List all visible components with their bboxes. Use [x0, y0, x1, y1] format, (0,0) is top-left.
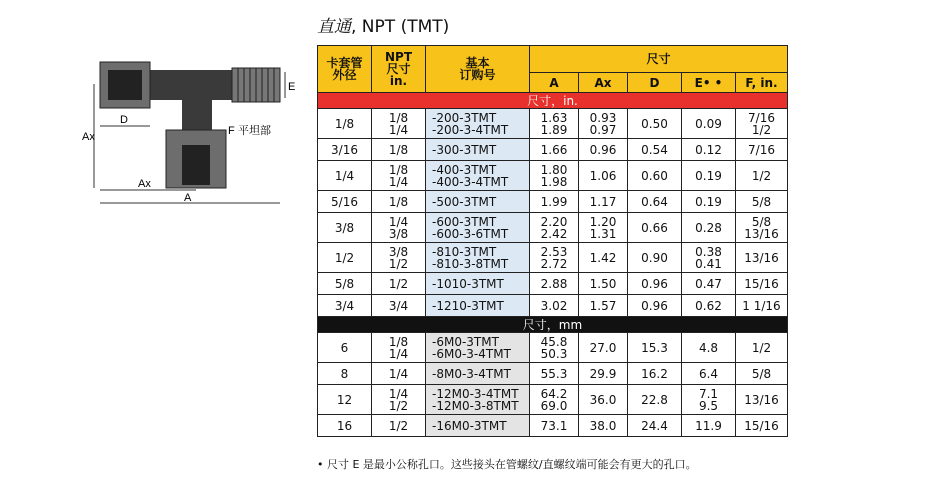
- cell-d: 0.50: [628, 109, 682, 139]
- label-ax-horiz: Ax: [138, 178, 151, 190]
- cell-e: 7.1 9.5: [682, 385, 736, 415]
- table-row: [318, 385, 788, 415]
- cell-e: 0.09: [682, 109, 736, 139]
- page-title: [317, 12, 449, 37]
- cell-d: 0.54: [628, 139, 682, 161]
- cell-npt: 1/4 1/2: [372, 385, 426, 415]
- band-mm-band-label: 尺寸，mm: [318, 317, 788, 333]
- cell-a: 55.3: [530, 363, 579, 385]
- cell-part: -500-3TMT: [426, 191, 530, 213]
- cell-d: 22.8: [628, 385, 682, 415]
- cell-od: 3/8: [318, 213, 372, 243]
- cell-ax: 27.0: [579, 333, 628, 363]
- cell-part: -8M0-3-4TMT: [426, 363, 530, 385]
- title-zh: 直通: [317, 17, 351, 37]
- cell-d: 0.90: [628, 243, 682, 273]
- cell-ax: 1.06: [579, 161, 628, 191]
- cell-part: -16M0-3TMT: [426, 415, 530, 437]
- cell-f: 5/8: [736, 191, 788, 213]
- cell-npt: 1/8 1/4: [372, 161, 426, 191]
- table-row: [318, 161, 788, 191]
- cell-f: 13/16: [736, 243, 788, 273]
- cell-ax: 1.50: [579, 273, 628, 295]
- cell-a: 2.53 2.72: [530, 243, 579, 273]
- cell-e: 0.62: [682, 295, 736, 317]
- cell-ax: 29.9: [579, 363, 628, 385]
- cell-d: 15.3: [628, 333, 682, 363]
- cell-od: 1/2: [318, 243, 372, 273]
- cell-ax: 1.17: [579, 191, 628, 213]
- header-tube-od: 卡套管 外径: [318, 46, 372, 93]
- cell-d: 0.60: [628, 161, 682, 191]
- cell-part: -600-3TMT -600-3-6TMT: [426, 213, 530, 243]
- header-npt: NPT 尺寸 in.: [372, 46, 426, 93]
- cell-part: -810-3TMT -810-3-8TMT: [426, 243, 530, 273]
- cell-npt: 3/4: [372, 295, 426, 317]
- cell-f: 1/2: [736, 161, 788, 191]
- cell-ax: 36.0: [579, 385, 628, 415]
- table-row: [318, 191, 788, 213]
- cell-npt: 1/4: [372, 363, 426, 385]
- cell-f: 1 1/16: [736, 295, 788, 317]
- table-row: [318, 333, 788, 363]
- cell-e: 11.9: [682, 415, 736, 437]
- spec-table: [317, 45, 788, 437]
- footnote: • 尺寸 E 是最小公称孔口。这些接头在管螺纹/直螺纹端可能会有更大的孔口。: [317, 458, 697, 471]
- cell-e: 0.12: [682, 139, 736, 161]
- header-part: 基本 订购号: [426, 46, 530, 93]
- cell-od: 1/4: [318, 161, 372, 191]
- cell-f: 7/16 1/2: [736, 109, 788, 139]
- table-row: [318, 243, 788, 273]
- cell-ax: 38.0: [579, 415, 628, 437]
- fitting-drawing: [82, 50, 312, 220]
- cell-part: -1210-3TMT: [426, 295, 530, 317]
- cell-part: -200-3TMT -200-3-4TMT: [426, 109, 530, 139]
- right-thread: [232, 68, 280, 102]
- label-f: F: [228, 125, 235, 137]
- cell-part: -400-3TMT -400-3-4TMT: [426, 161, 530, 191]
- header-a: A: [530, 73, 579, 93]
- cell-od: 5/8: [318, 273, 372, 295]
- table-row: [318, 363, 788, 385]
- label-ax-vert: Ax: [82, 131, 95, 143]
- cell-part: -300-3TMT: [426, 139, 530, 161]
- cell-e: 0.19: [682, 161, 736, 191]
- cell-f: 7/16: [736, 139, 788, 161]
- cell-a: 3.02: [530, 295, 579, 317]
- cell-od: 5/16: [318, 191, 372, 213]
- cell-d: 0.64: [628, 191, 682, 213]
- cell-npt: 1/8 1/4: [372, 109, 426, 139]
- cell-e: 4.8: [682, 333, 736, 363]
- cell-a: 1.63 1.89: [530, 109, 579, 139]
- cell-npt: 1/8: [372, 191, 426, 213]
- cell-npt: 1/4 3/8: [372, 213, 426, 243]
- cell-od: 16: [318, 415, 372, 437]
- cell-od: 3/4: [318, 295, 372, 317]
- label-a: A: [184, 192, 192, 204]
- cell-part: -12M0-3-4TMT -12M0-3-8TMT: [426, 385, 530, 415]
- cell-npt: 1/8 1/4: [372, 333, 426, 363]
- cell-npt: 1/8: [372, 139, 426, 161]
- cell-ax: 0.96: [579, 139, 628, 161]
- cell-a: 1.80 1.98: [530, 161, 579, 191]
- cell-f: 1/2: [736, 333, 788, 363]
- table-row: [318, 213, 788, 243]
- label-flat: 平坦部: [238, 125, 271, 137]
- title-rest: NPT (TMT): [356, 17, 450, 37]
- cell-od: 1/8: [318, 109, 372, 139]
- cell-od: 8: [318, 363, 372, 385]
- cell-ax: 1.20 1.31: [579, 213, 628, 243]
- branch-ferrule: [182, 145, 210, 185]
- cell-a: 1.66: [530, 139, 579, 161]
- cell-f: 15/16: [736, 273, 788, 295]
- cell-npt: 1/2: [372, 273, 426, 295]
- cell-e: 0.19: [682, 191, 736, 213]
- band-mm-band: [318, 317, 788, 333]
- cell-ax: 1.57: [579, 295, 628, 317]
- header-f: F, in.: [736, 73, 788, 93]
- cell-ax: 0.93 0.97: [579, 109, 628, 139]
- left-ferrule: [108, 70, 142, 100]
- band-in-band: [318, 93, 788, 109]
- cell-a: 73.1: [530, 415, 579, 437]
- cell-a: 64.2 69.0: [530, 385, 579, 415]
- cell-d: 24.4: [628, 415, 682, 437]
- cell-od: 6: [318, 333, 372, 363]
- cell-d: 0.66: [628, 213, 682, 243]
- cell-d: 0.96: [628, 273, 682, 295]
- cell-d: 0.96: [628, 295, 682, 317]
- cell-a: 1.99: [530, 191, 579, 213]
- table-row: [318, 415, 788, 437]
- header-ax: Ax: [579, 73, 628, 93]
- title-sep: ,: [351, 17, 357, 37]
- cell-e: 0.38 0.41: [682, 243, 736, 273]
- table-row: [318, 109, 788, 139]
- table-row: [318, 273, 788, 295]
- cell-a: 2.20 2.42: [530, 213, 579, 243]
- label-e: E: [288, 81, 296, 93]
- cell-e: 0.47: [682, 273, 736, 295]
- band-in-band-label: 尺寸，in.: [318, 93, 788, 109]
- cell-f: 13/16: [736, 385, 788, 415]
- cell-a: 45.8 50.3: [530, 333, 579, 363]
- cell-f: 5/8 13/16: [736, 213, 788, 243]
- cell-e: 0.28: [682, 213, 736, 243]
- cell-f: 5/8: [736, 363, 788, 385]
- cell-od: 12: [318, 385, 372, 415]
- table-row: [318, 295, 788, 317]
- header-dims: 尺寸: [530, 46, 788, 73]
- cell-e: 6.4: [682, 363, 736, 385]
- cell-d: 16.2: [628, 363, 682, 385]
- cell-od: 3/16: [318, 139, 372, 161]
- cell-ax: 1.42: [579, 243, 628, 273]
- cell-npt: 3/8 1/2: [372, 243, 426, 273]
- table-row: [318, 139, 788, 161]
- cell-part: -6M0-3TMT -6M0-3-4TMT: [426, 333, 530, 363]
- cell-npt: 1/2: [372, 415, 426, 437]
- header-d: D: [628, 73, 682, 93]
- label-d: D: [120, 114, 128, 126]
- cell-a: 2.88: [530, 273, 579, 295]
- header-e: E• •: [682, 73, 736, 93]
- cell-f: 15/16: [736, 415, 788, 437]
- cell-part: -1010-3TMT: [426, 273, 530, 295]
